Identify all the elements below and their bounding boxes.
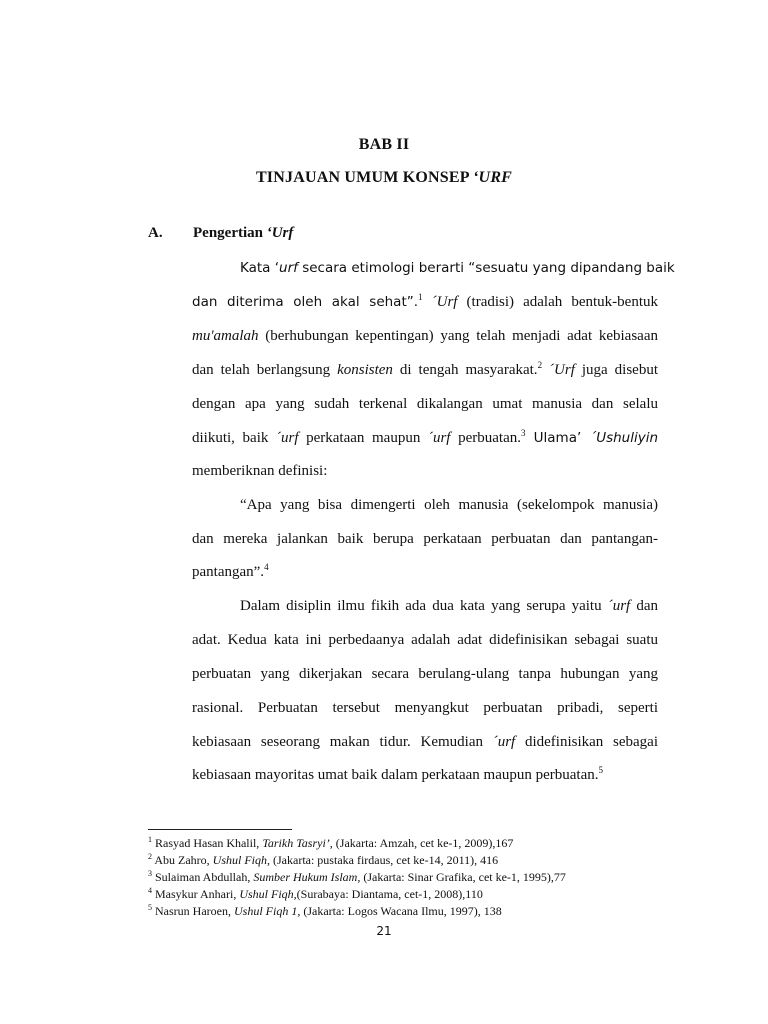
paragraph-1-line-1: Kata ‘urf secara etimologi berarti “sesuatu yang dipandang baik: [240, 260, 675, 276]
section-heading: [148, 225, 293, 242]
footnote-ref-4: 4: [264, 562, 269, 572]
paragraph-1-line-6: diikuti, baik ´urf perkataan maupun ´urf perbuatan.$^3$ Ulama’ ´Ushuliyin: [192, 428, 659, 446]
quote-line-3: pantangan”.$^4$: [192, 562, 269, 580]
page-number: 21: [376, 924, 392, 938]
footnote-separator: [148, 829, 292, 830]
paragraph-1-line-5: dengan apa yang sudah terkenal dikalangan umat manusia dan selalu: [192, 396, 658, 412]
paragraph-2-line-3: perbuatan yang dikerjakan secara berulang-ulang tanpa hubungan yang: [192, 666, 658, 682]
footnote-ref-2: 2: [537, 360, 543, 370]
section-number: A.: [148, 225, 163, 241]
quote-line-1: “Apa yang bisa dimengerti oleh manusia (sekelompok manusia): [240, 497, 658, 513]
footnote-2: $^2$ Abu Zahro, Ushul Fiqh, (Jakarta: pustaka firdaus, cet ke-14, 2011), 416: [148, 852, 499, 867]
section-title-term: ‘Urf: [266, 225, 294, 241]
paragraph-2-line-4: rasional. Perbuatan tersebut menyangkut perbuatan pribadi, seperti: [192, 700, 658, 716]
paragraph-2-line-5: kebiasaan seseorang makan tidur. Kemudian ´urf didefinisikan sebagai: [192, 734, 659, 750]
paragraph-1-line-4: dan telah berlangsung konsisten di tengah masyarakat.$^2$ ´Urf juga disebut: [192, 360, 659, 378]
paragraph-2-line-1: Dalam disiplin ilmu fikih ada dua kata yang serupa yaitu ´urf dan: [240, 598, 658, 614]
paragraph-1-line-2: dan diterima oleh akal sehat”.$^1$ ´Urf (tradisi) adalah bentuk-bentuk: [192, 292, 658, 310]
footnote-4: $^4$ Masykur Anhari, Ushul Fiqh,(Surabaya: Diantama, cet-1, 2008),110: [148, 886, 483, 901]
chapter-title-term: ‘URF: [473, 169, 513, 186]
chapter-title: [0, 169, 768, 187]
chapter-title-text: TINJAUAN UMUM KONSEP: [255, 169, 474, 186]
footnote-3: $^3$ Sulaiman Abdullah, Sumber Hukum Islam, (Jakarta: Sinar Grafika, cet ke-1, 1995),77: [148, 869, 566, 884]
footnote-1: $^1$ Rasyad Hasan Khalil, Tarikh Tasryi’, (Jakarta: Amzah, cet ke-1, 2009),167: [148, 835, 514, 850]
paragraph-2-line-2: adat. Kedua kata ini perbedaanya adalah adat didefinisikan sebagai suatu: [192, 632, 658, 648]
footnote-ref-1: 1: [418, 292, 423, 302]
paragraph-2-line-6: kebiasaan mayoritas umat baik dalam perkataan maupun perbuatan.$^5$: [192, 765, 604, 783]
footnote-5: $^5$ Nasrun Haroen, Ushul Fiqh 1, (Jakarta: Logos Wacana Ilmu, 1997), 138: [148, 903, 502, 918]
section-title: Pengertian: [193, 225, 267, 241]
paragraph-1-line-3: mu'amalah (berhubungan kepentingan) yang telah menjadi adat kebiasaan: [192, 328, 658, 344]
footnote-ref-5: 5: [598, 765, 604, 775]
footnote-ref-3: 3: [520, 428, 526, 438]
quote-line-2: dan mereka jalankan baik berupa perkataan perbuatan dan pantangan-: [192, 531, 658, 547]
chapter-number: BAB II: [358, 136, 410, 153]
paragraph-1-line-7: memberiknan definisi:: [192, 463, 328, 479]
